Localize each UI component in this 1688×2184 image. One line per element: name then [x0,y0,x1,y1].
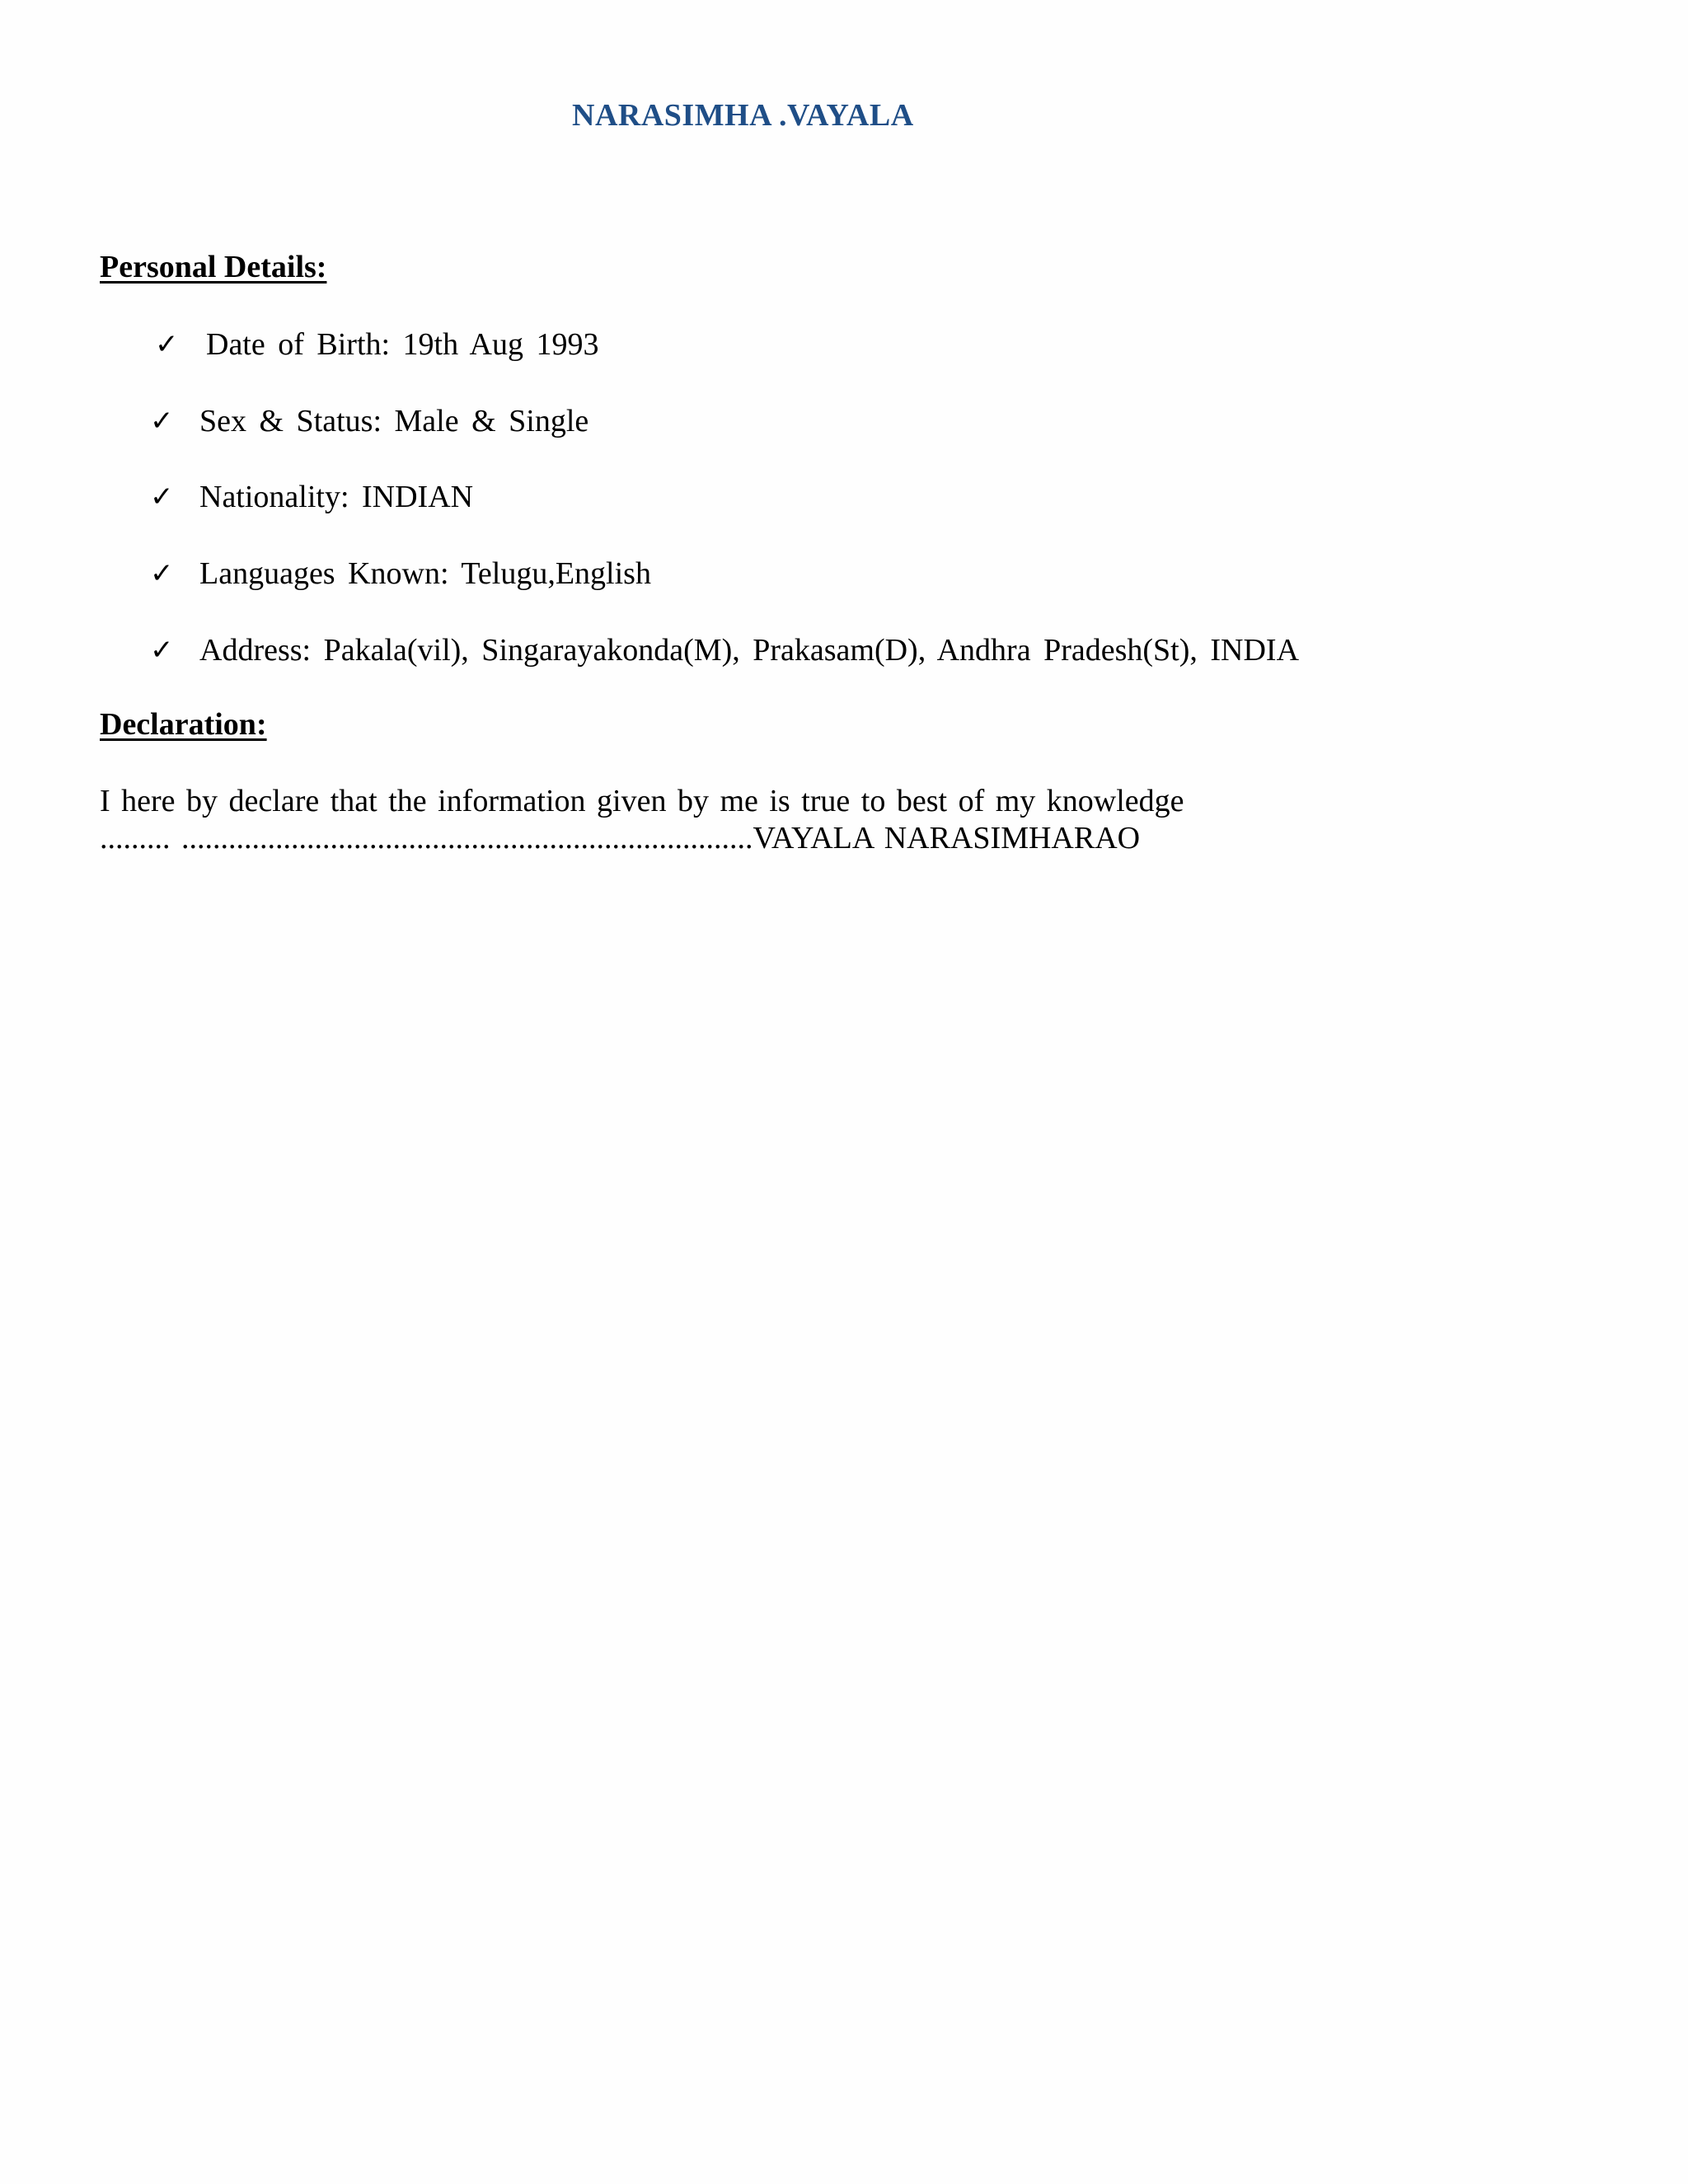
personal-detail-text: Languages Known: Telugu,English [199,556,651,591]
personal-detail-item-address [150,630,1299,671]
personal-detail-text: Nationality: INDIAN [199,480,474,514]
personal-details-heading: Personal Details: [100,250,327,284]
personal-detail-text: Date of Birth: 19th Aug 1993 [206,327,599,362]
checkmark-icon: ✓ [155,328,179,361]
personal-detail-item-languages [150,553,651,594]
personal-detail-item-nationality [150,476,473,518]
declaration-heading: Declaration: [100,707,267,742]
personal-detail-item-sex-status [150,401,588,442]
checkmark-icon: ✓ [150,405,174,438]
personal-detail-text: Address: Pakala(vil), Singarayakonda(M), Prakasam(D), Andhra Pradesh(St), INDIA [199,633,1300,668]
checkmark-icon: ✓ [150,480,174,513]
candidate-name: NARASIMHA .VAYALA [572,98,914,133]
personal-detail-item-dob [155,324,598,365]
declaration-text: I here by declare that the information given by me is true to best of my knowledge [100,784,1184,818]
personal-detail-text: Sex & Status: Male & Single [199,404,589,438]
checkmark-icon: ✓ [150,634,174,667]
signature-line: ......... .........................................................................VAYALA NARASIMHARAO [100,821,1141,855]
checkmark-icon: ✓ [150,557,174,590]
